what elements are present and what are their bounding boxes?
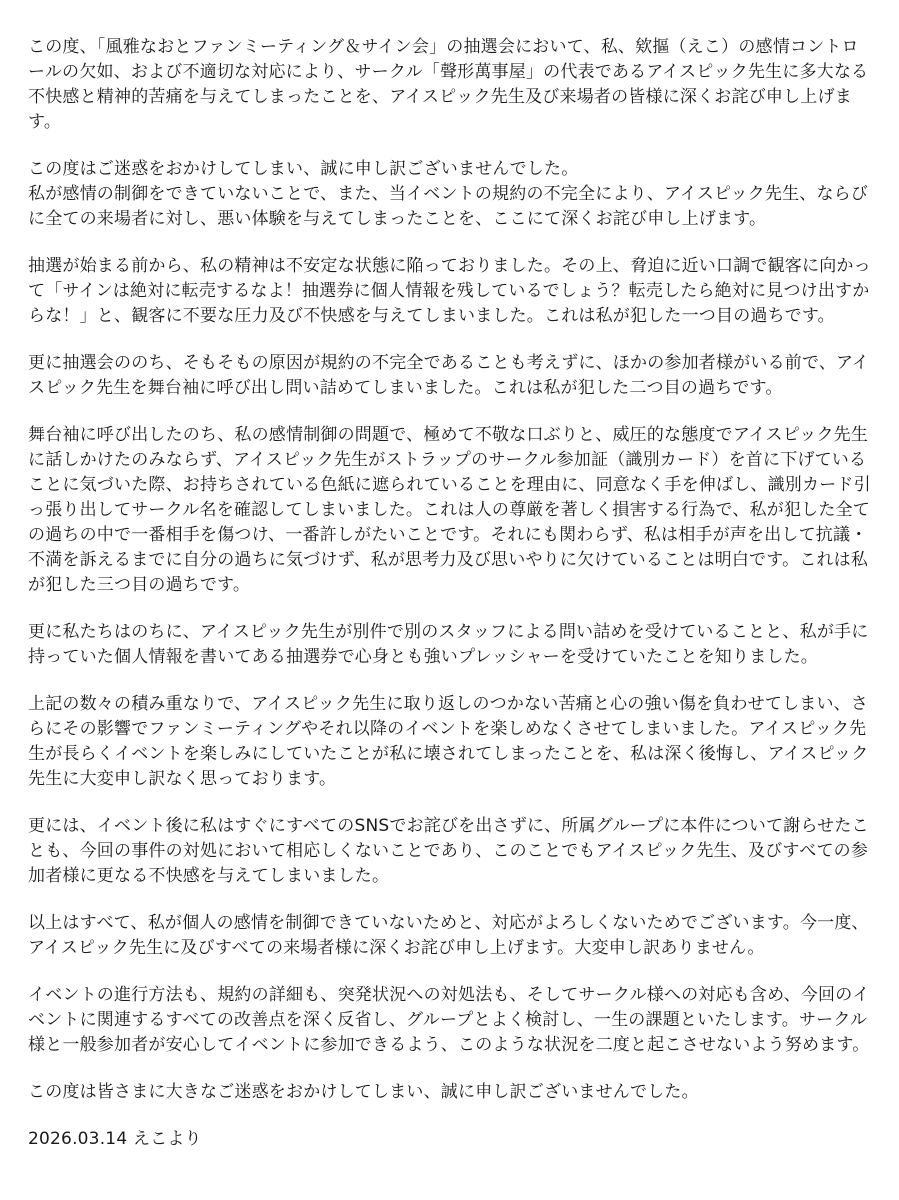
paragraph-sns-handling: 更には、イベント後に私はすぐにすべてのSNSでお詫びを出さずに、所属グループに本件について謝らせたことも、今回の事件の対処において相応しくないことであり、このことでもアイスピック先生、及びすべての参加者様に更なる不快感を与えてしまいました。	[28, 816, 869, 886]
paragraph-summary: 以上はすべて、私が個人の感情を制御できていないためと、対応がよろしくないためでございます。今一度、アイスピック先生に及びすべての来場者様に深くお詫び申し上げます。大変申し訳ありません。	[28, 913, 869, 958]
paragraph-second-mistake: 更に抽選会ののち、そもそもの原因が規約の不完全であることも考えずに、ほかの参加者様がいる前で、アイスピック先生を舞台袖に呼び出し問い詰めてしまいました。これは私が犯した二つ目の過ちです。	[28, 353, 869, 398]
paragraph-first-mistake: 抽選が始まる前から、私の精神は不安定な状態に陥っておりました。その上、脅迫に近い口調で観客に向かって「サインは絶対に転売するなよ！抽選券に個人情報を残しているでしょう？転売したら絶対に見つけ出すからな！」と、観客に不要な圧力及び不快感を与えてしまいました。これは私が犯した一つ目の過ちです。	[28, 256, 871, 326]
closing-apology: この度は皆さまに大きなご迷惑をおかけしてしまい、誠に申し訳ございませんでした。	[28, 1082, 699, 1102]
paragraph-improvements: イベントの進行方法も、規約の詳細も、突発状況への対処法も、そしてサークル様への対応も含め、今回のイベントに関連するすべての改善点を深く反省し、グループとよく検討し、一生の課題といたします。サークル様と一般参加者が安心してイベントに参加できるよう、このような状況を二度と起こさせないよう努めます。	[28, 985, 870, 1055]
paragraph-third-mistake: 舞台袖に呼び出したのち、私の感情制御の問題で、極めて不敬な口ぶりと、威圧的な態度でアイスピック先生に話しかけたのみならず、アイスピック先生がストラップのサークル参加証（識別カード）を首に下げていることに気づいた際、お持ちされている色紙に遮られていることを理由に、同意なく手を伸ばし、識別カード引っ張り出してサークル名を確認してしまいました。これは人の尊厳を著しく損害する行為で、私が犯した全ての過ちの中で一番相手を傷つけ、一番許しがたいことです。それにも関わらず、私は相手が声を出して抗議・不満を訴えるまでに自分の過ちに気づけず、私が思考力及び思いやりに欠けていることは明白です。これは私が犯した三つ目の過ちです。	[28, 425, 871, 595]
apology-statement	[28, 35, 873, 1152]
paragraph-later-findings: 更に私たちはのちに、アイスピック先生が別件で別のスタッフによる問い詰めを受けていることと、私が手に持っていた個人情報を書いてある抽選券で心身とも強いプレッシャーを受けていたことを知りました。	[28, 622, 869, 667]
date-signature: 2026.03.14 えこより	[28, 1129, 202, 1149]
paragraph-apology: この度はご迷惑をおかけしてしまい、誠に申し訳ございませんでした。 私が感情の制御をできていないことで、また、当イベントの規約の不完全により、アイスピック先生、ならびに全ての来場者に対し、悪い体験を与えてしまったことを、ここにて深くお詫び申し上げます。	[28, 159, 869, 229]
paragraph-consequences: 上記の数々の積み重なりで、アイスピック先生に取り返しのつかない苦痛と心の強い傷を負わせてしまい、さらにその影響でファンミーティングやそれ以降のイベントを楽しめなくさせてしまいました。アイスピック先生が長らくイベントを楽しみにしていたことが私に壊されてしまったことを、私は深く後悔し、アイスピック先生に大変申し訳なく思っております。	[28, 694, 869, 789]
paragraph-intro: この度、「風雅なおとファンミーティング＆サイン会」の抽選会において、私、欸摳（えこ）の感情コントロールの欠如、および不適切な対応により、サークル「聲形萬事屋」の代表であるアイスピック先生に多大なる不快感と精神的苦痛を与えてしまったことを、アイスピック先生及び来場者の皆様に深くお詫び申し上げます。	[28, 37, 869, 132]
